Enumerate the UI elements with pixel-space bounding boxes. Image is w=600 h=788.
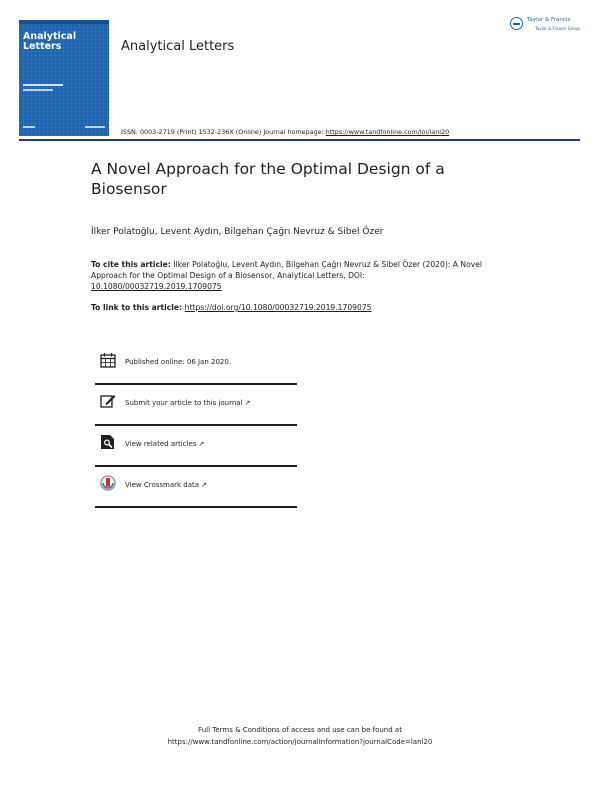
- article-link-row: [91, 303, 371, 312]
- cover-detail: [85, 126, 105, 128]
- cover-detail: [23, 89, 53, 91]
- external-link-icon: ↗: [244, 399, 251, 407]
- published-row: [95, 349, 297, 383]
- header-divider: [19, 139, 580, 141]
- journal-name: Analytical Letters: [121, 39, 235, 54]
- cover-title-line1: Analytical: [23, 31, 77, 42]
- submit-article-link[interactable]: [125, 399, 250, 407]
- publisher-logo-icon: [510, 17, 523, 30]
- cover-detail: [23, 126, 35, 128]
- divider: [95, 424, 297, 426]
- citation-label: To cite this article:: [91, 260, 174, 269]
- related-articles-row[interactable]: [95, 431, 297, 465]
- article-authors: İlker Polatoğlu, Levent Aydın, Bilgehan Çağrı Nevruz & Sibel Özer: [91, 227, 384, 237]
- cover-stripe: [19, 20, 109, 24]
- calendar-icon: [100, 352, 116, 368]
- footer-terms-text: Full Terms & Conditions of access and use can be found at: [198, 726, 402, 734]
- journal-homepage-link[interactable]: https://www.tandfonline.com/loi/lanl20: [325, 128, 450, 136]
- cover-title-line2: Letters: [23, 41, 62, 52]
- related-articles-label: View related articles: [125, 440, 197, 448]
- edit-icon: [100, 393, 116, 409]
- divider: [95, 465, 297, 467]
- crossmark-row[interactable]: [95, 472, 297, 506]
- footer-terms-link[interactable]: https://www.tandfonline.com/action/journalInformation?journalCode=lanl20: [167, 738, 433, 746]
- article-title: A Novel Approach for the Optimal Design of a Biosensor: [91, 160, 445, 198]
- crossmark-icon: [100, 475, 116, 491]
- issn-line: [121, 128, 449, 136]
- external-link-icon: ↗: [201, 481, 207, 489]
- publisher-name: Taylor & Francis: [527, 17, 571, 23]
- article-link-label: To link to this article:: [91, 303, 185, 312]
- citation-text: İlker Polatoğlu, Levent Aydın, Bilgehan Çağrı Nevruz & Sibel Özer (2020): A Novel Approach for the Optimal Design of a Biosensor, Analytical Letters, DOI:: [91, 260, 482, 280]
- document-search-icon: [100, 434, 116, 450]
- published-date: Published online: 06 Jan 2020.: [125, 358, 232, 366]
- divider: [95, 383, 297, 385]
- citation-block: [91, 260, 491, 292]
- journal-cover-image[interactable]: [19, 20, 109, 136]
- publisher-logo[interactable]: [510, 17, 586, 37]
- article-doi-link[interactable]: https://doi.org/10.1080/00032719.2019.1709075: [184, 303, 372, 312]
- issn-text: ISSN: 0003-2719 (Print) 1532-236X (Online) Journal homepage:: [121, 128, 326, 136]
- citation-doi-link[interactable]: 10.1080/00032719.2019.1709075: [91, 281, 222, 291]
- crossmark-label: View Crossmark data: [125, 481, 200, 489]
- divider: [95, 506, 297, 508]
- cover-title: [23, 32, 107, 52]
- cover-detail: [23, 84, 63, 86]
- publisher-subtitle: Taylor & Francis Group: [535, 26, 580, 31]
- submit-article-row[interactable]: [95, 390, 297, 424]
- submit-article-label: Submit your article to this journal: [125, 399, 243, 407]
- crossmark-link[interactable]: [125, 481, 207, 489]
- external-link-icon: ↗: [198, 440, 205, 448]
- related-articles-link[interactable]: [125, 440, 204, 448]
